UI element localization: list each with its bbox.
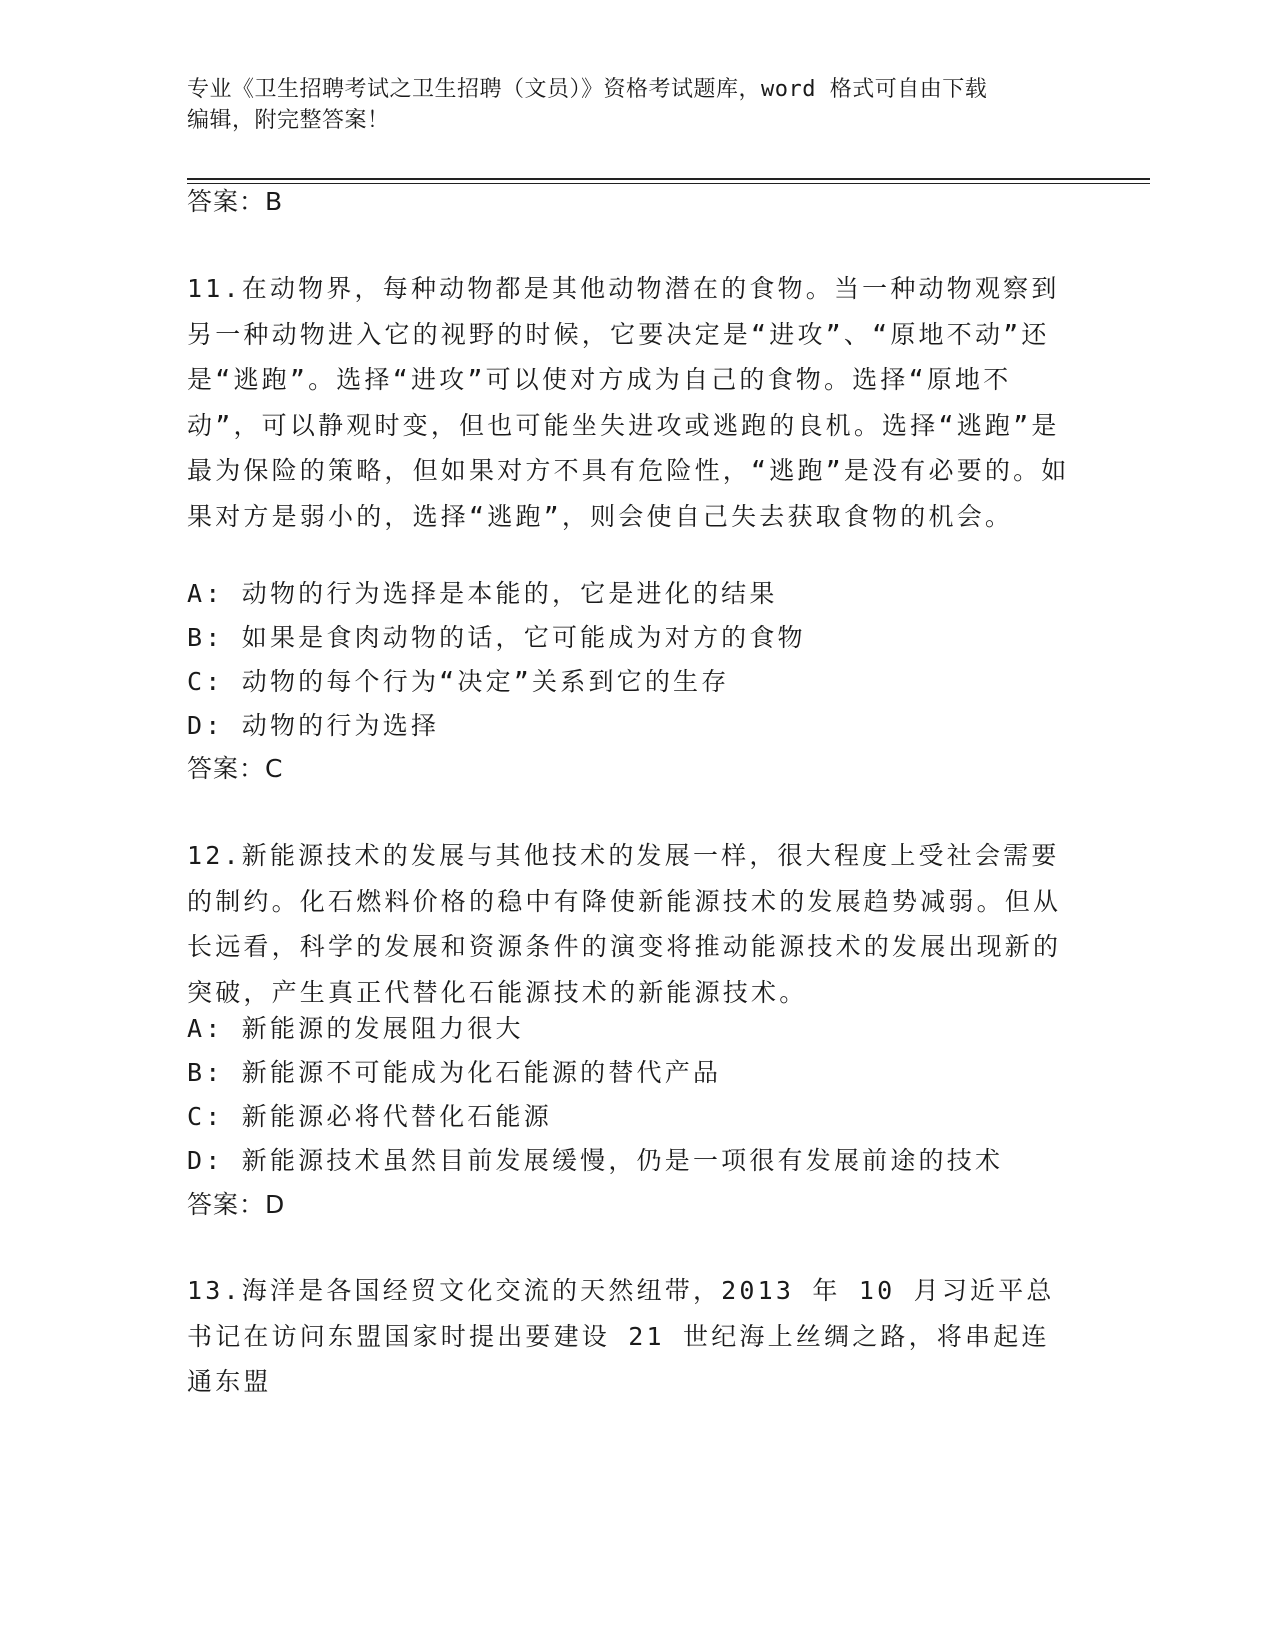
- header-line-2: 编辑，附完整答案！: [187, 108, 390, 133]
- question-11-text: 11.在动物界，每种动物都是其他动物潜在的食物。当一种动物观察到另一种动物进入它的视野的时候，它要决定是“进攻”、“原地不动”还是“逃跑”。选择“进攻”可以使对方成为自己的食物。选择“原地不动”，可以静观时变，但也可能坐失进攻或逃跑的良机。选择“逃跑”是最为保险的策略，但如果对方不具有危险性，“逃跑”是没有必要的。如果对方是弱小的，选择“逃跑”，则会使自己失去获取食物的机会。: [187, 274, 1070, 531]
- question-11-option-d: D: 动物的行为选择: [187, 711, 440, 740]
- question-11-option-c: C: 动物的每个行为“决定”关系到它的生存: [187, 667, 730, 696]
- question-12-option-c: C: 新能源必将代替化石能源: [187, 1102, 552, 1131]
- answer-q11: 答案：C: [187, 754, 284, 783]
- header-rule-thin: [187, 183, 1150, 184]
- answer-q12: 答案：D: [187, 1190, 286, 1219]
- question-12-option-d: D: 新能源技术虽然目前发展缓慢，仍是一项很有发展前途的技术: [187, 1146, 1004, 1175]
- question-12-option-a: A: 新能源的发展阻力很大: [187, 1014, 524, 1043]
- header-rule-thick: [187, 178, 1150, 180]
- question-11-option-b: B: 如果是食肉动物的话，它可能成为对方的食物: [187, 623, 806, 652]
- question-11-option-a: A: 动物的行为选择是本能的，它是进化的结果: [187, 579, 778, 608]
- document-header: [187, 74, 1087, 136]
- header-line-1: 专业《卫生招聘考试之卫生招聘（文员）》资格考试题库，word 格式可自由下载: [187, 77, 988, 102]
- answer-q10: 答案：B: [187, 187, 284, 216]
- question-13-text: 13.海洋是各国经贸文化交流的天然纽带，2013 年 10 月习近平总书记在访问东盟国家时提出要建设 21 世纪海上丝绸之路，将串起连通东盟: [187, 1276, 1055, 1396]
- question-12-option-b: B: 新能源不可能成为化石能源的替代产品: [187, 1058, 722, 1087]
- question-12-text: 12.新能源技术的发展与其他技术的发展一样，很大程度上受社会需要的制约。化石燃料价格的稳中有降使新能源技术的发展趋势减弱。但从长远看，科学的发展和资源条件的演变将推动能源技术的发展出现新的突破，产生真正代替化石能源技术的新能源技术。: [187, 841, 1062, 1007]
